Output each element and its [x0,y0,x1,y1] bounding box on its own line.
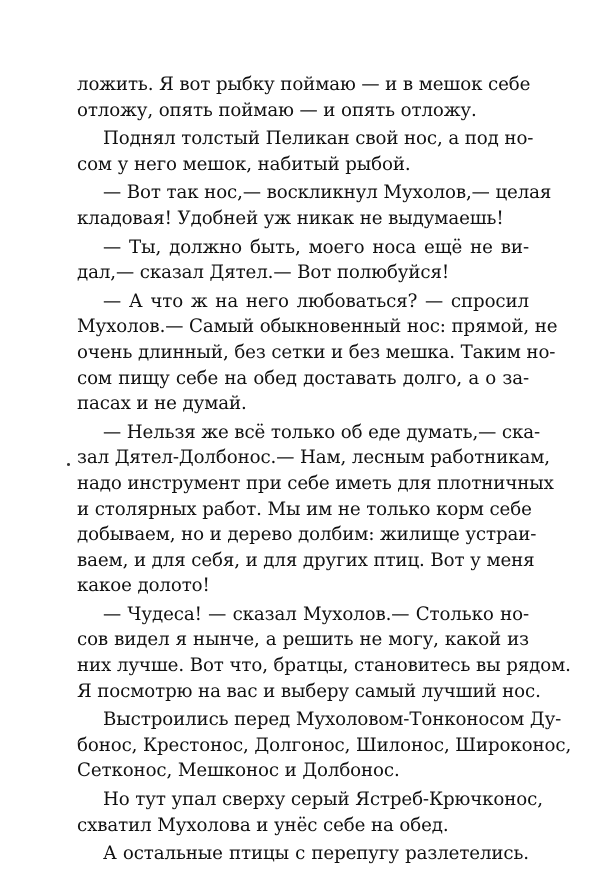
paragraph [77,707,572,784]
text-line: ложить. Я вот рыбку поймаю — и в мешок себе [77,74,531,95]
paragraph [77,180,552,231]
text-line: — Нельзя же всё только об еде думать,— ска- [103,421,541,443]
text-line: А остальные птицы с перепугу разлетелись. [103,843,529,865]
text-line: ваем, и для себя, и для других птиц. Вот у меня [77,549,535,571]
text-line: отложу, опять поймаю — и опять отложу. [77,99,477,121]
margin-dot [67,463,70,466]
paragraph [77,602,571,704]
text-line: Но тут упал сверху серый Ястреб-Крючконос, [103,789,543,811]
text-line: Я посмотрю на вас и выберу самый лучший нос. [77,680,541,702]
text-line: — Ты, должно быть, моего носа ещё не ви- [103,236,529,258]
text-line: схватил Мухолова и унёс себе на обед. [77,814,449,836]
text-line: сом пищу себе на обед доставать долго, а о за- [77,367,529,389]
paragraph [77,235,529,286]
text-line: кладовая! Удобней уж никак не выдумаешь! [77,207,504,229]
text-line: — Вот так нос,— воскликнул Мухолов,— целая [103,182,552,204]
text-line: сом у него мешок, набитый рыбой. [77,153,411,175]
text-line: очень длинный, без сетки и без мешка. Таким но- [77,341,556,363]
text-line: зал Дятел-Долбонос.— Нам, лесным работникам, [77,447,550,469]
book-page-text [77,72,572,867]
paragraph [77,72,529,123]
text-line: Поднял толстый Пеликан свой нос, а под но- [103,128,534,150]
paragraph [77,289,558,417]
text-line: них лучше. Вот что, братцы, становитесь вы рядом. [77,655,571,677]
paragraph [77,841,529,867]
text-line: — А что ж на него любоваться? — спросил [103,290,529,312]
text-line: бонос, Крестонос, Долгонос, Шилонос, Широконос, [77,734,572,756]
text-line: сов видел я нынче, а решить не могу, какой из [77,629,529,651]
text-line: пасах и не думай. [77,393,247,415]
text-line: и столярных работ. Мы им не только корм себе [77,498,532,520]
text-line: дал,— сказал Дятел.— Вот полюбуйся! [77,262,450,284]
text-line: — Чудеса! — сказал Мухолов.— Столько но- [103,603,529,625]
text-line: Мухолов.— Самый обыкновенный нос: прямой, не [77,316,558,338]
text-line: Выстроились перед Мухоловом-Тонконосом Ду- [103,709,562,731]
text-line: добываем, но и дерево долбим: жилище устраи- [77,524,537,546]
paragraph [77,787,543,838]
paragraph [77,420,554,599]
paragraph [77,126,534,177]
text-line: какое долото! [77,575,210,597]
text-line: надо инструмент при себе иметь для плотничных [77,472,554,494]
text-line: Сетконос, Мешконос и Долбонос. [77,760,400,782]
